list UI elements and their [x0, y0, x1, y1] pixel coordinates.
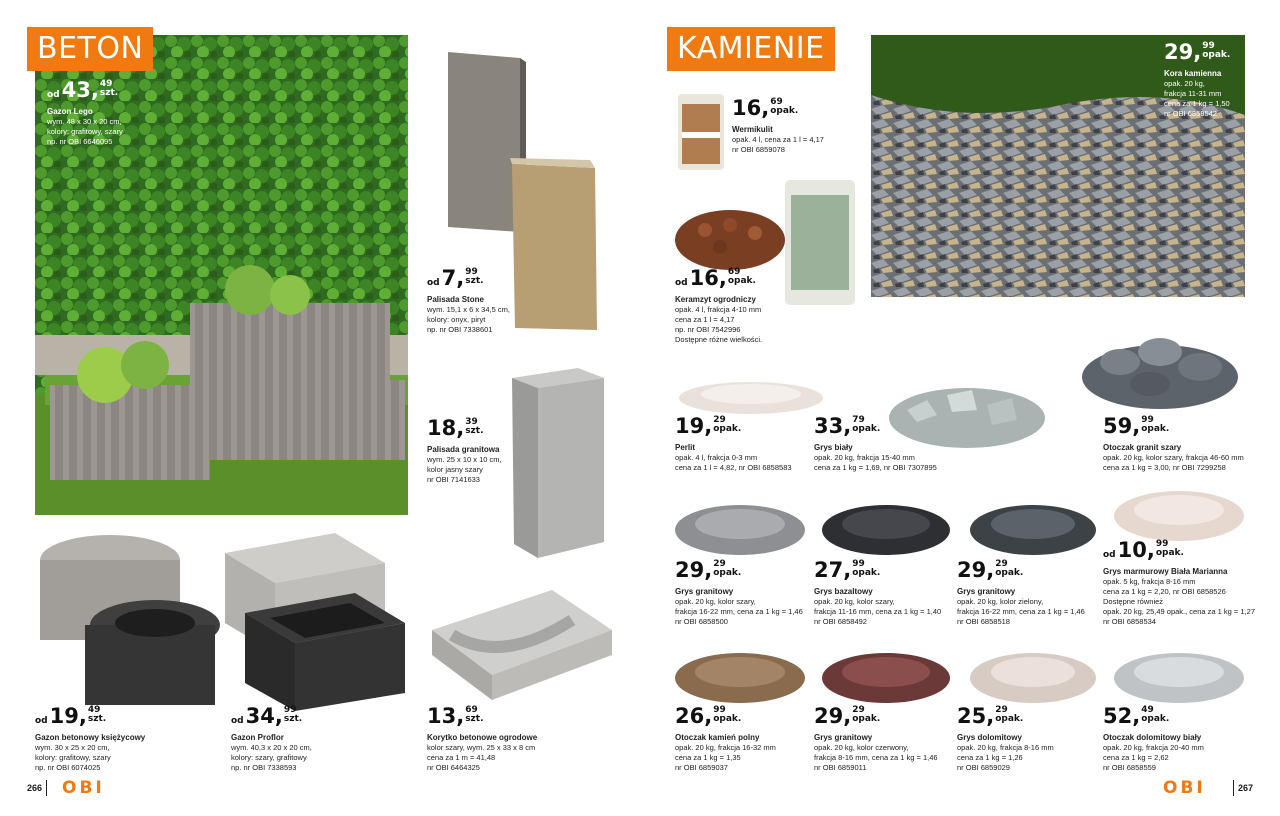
product-palisada-granit: 18, 39 szt. Palisada granitowa wym. 25 x 10 x 10 cm, kolor jasny szary nr OBI 7141633 — [427, 416, 502, 484]
korytko-photo — [432, 590, 612, 710]
product-otoczak-granit: 59, 99 opak. Otoczak granit szary opak. 20 kg, kolor szary, frakcja 46-60 mm cena za 1 kg = 3,00, nr OBI 7299258 — [1103, 414, 1244, 472]
obi-logo-right: OBI — [1163, 778, 1206, 798]
divider-right — [1233, 780, 1234, 796]
price: od7, 99 szt. — [427, 266, 484, 290]
grys-granit-zielony-photo — [968, 492, 1098, 557]
product-grys-bazaltowy: 27, 99 opak. Grys bazaltowy opak. 20 kg, kolor szary, frakcja 11-16 mm, cena za 1 kg = 1,40 nr OBI 6858492 — [814, 558, 942, 626]
palisada-granit-photo — [508, 368, 608, 558]
product-korytko: 13, 69 szt. Korytko betonowe ogrodowe kolor szary, wym. 25 x 33 x 8 cm cena za 1 m = 41,48 nr OBI 6464325 — [427, 704, 538, 772]
obi-logo: OBI — [62, 778, 105, 798]
product-name: Gazon Lego — [47, 107, 93, 116]
product-grys-granitowy-czerwony: 29, 29 opak. Grys granitowy opak. 20 kg, kolor czerwony, frakcja 8-16 mm, cena za 1 kg = 1,46 nr OBI 6859011 — [814, 704, 938, 772]
otoczak-polny-photo — [673, 640, 808, 705]
divider — [46, 780, 47, 796]
product-keramzyt: od16, 69 opak. Keramzyt ogrodniczy opak. 4 l, frakcja 4-10 mm cena za 1 l = 4,17 np. nr OBI 7542996 Dostępne różne wielkości. — [675, 266, 763, 344]
product-kora-kamienna: 29, 99 opak. Kora kamienna opak. 20 kg, frakcja 11-31 mm cena za 1 kg = 1,50 nr OBI 6858542 — [1164, 40, 1231, 118]
otoczak-granit-photo — [1080, 322, 1240, 412]
product-grys-dolomitowy: 25, 29 opak. Grys dolomitowy opak. 20 kg, frakcja 8-16 mm cena za 1 kg = 1,26 nr OBI 6859029 — [957, 704, 1054, 772]
page-number-left: 266 — [27, 783, 43, 793]
grys-granit-czerwony-photo — [820, 640, 952, 705]
grys-granit-szary-photo — [673, 492, 808, 557]
grys-dolomit-photo — [968, 640, 1098, 705]
product-grys-marmurowy: od10, 99 opak. Grys marmurowy Biała Marianna opak. 5 kg, frakcja 8-16 mm cena za 1 kg = 2,20, nr OBI 6858526 Dostępne również opak. 20 kg, 25,49 opak., cena za 1 kg = 1,27 nr OBI 6858534 — [1103, 538, 1255, 626]
product-palisada-stone: od7, 99 szt. Palisada Stone wym. 15,1 x 6 x 34,5 cm, kolory: onyx, piryt np. nr OBI 7338601 — [427, 266, 510, 334]
perlit-photo — [676, 370, 826, 415]
price: od43, 49 szt. — [47, 78, 119, 102]
gazon-proflor-photo — [225, 533, 410, 713]
section-tag-beton: BETON — [27, 27, 153, 71]
product-grys-granitowy-szary: 29, 29 opak. Grys granitowy opak. 20 kg, kolor szary, frakcja 16-22 mm, cena za 1 kg = 1,46 nr OBI 6858500 — [675, 558, 803, 626]
section-tag-kamienie: KAMIENIE — [667, 27, 835, 71]
page-number-right: 267 — [1238, 783, 1254, 793]
product-gazon-proflor: od34, 99 szt. Gazon Proflor wym. 40,3 x 20 x 20 cm, kolory: szary, grafitowy np. nr OBI 7338593 — [231, 704, 312, 772]
product-gazon-lego: od43, 49 szt. Gazon Lego wym. 48 x 30 x 20 cm, kolory: grafitowy, szary np. nr OBI 6646095 — [47, 78, 123, 146]
gazon-ksiezycowy-photo — [35, 530, 220, 710]
product-otoczak-polny: 26, 99 opak. Otoczak kamień polny opak. 20 kg, frakcja 16-32 mm cena za 1 kg = 1,35 nr OBI 6859037 — [675, 704, 776, 772]
grys-marmur-photo — [1112, 478, 1247, 543]
product-perlit: 19, 29 opak. Perlit opak. 4 l, frakcja 0-3 mm cena za 1 l = 4,82, nr OBI 6858583 — [675, 414, 792, 472]
grys-bazalt-photo — [820, 492, 952, 557]
product-grys-bialy: 33, 79 opak. Grys biały opak. 20 kg, frakcja 15-40 mm cena za 1 kg = 1,69, nr OBI 7307895 — [814, 414, 937, 472]
product-gazon-ksiezycowy: od19, 49 szt. Gazon betonowy księżycowy wym. 30 x 25 x 20 cm, kolory: grafitowy, szary np. nr OBI 6074025 — [35, 704, 146, 772]
wermikulit-bag-photo — [676, 92, 726, 172]
product-otoczak-dolomitowy: 52, 49 opak. Otoczak dolomitowy biały opak. 20 kg, frakcja 20-40 mm cena za 1 kg = 2,62 nr OBI 6858559 — [1103, 704, 1204, 772]
product-grys-granitowy-zielony: 29, 29 opak. Grys granitowy opak. 20 kg, kolor zielony, frakcja 16-22 mm, cena za 1 kg = 1,46 nr OBI 6858518 — [957, 558, 1085, 626]
otoczak-dolomit-photo — [1112, 638, 1247, 705]
product-wermikulit: 16, 69 opak. Wermikulit opak. 4 l, cena za 1 l = 4,17 nr OBI 6859078 — [732, 96, 824, 154]
